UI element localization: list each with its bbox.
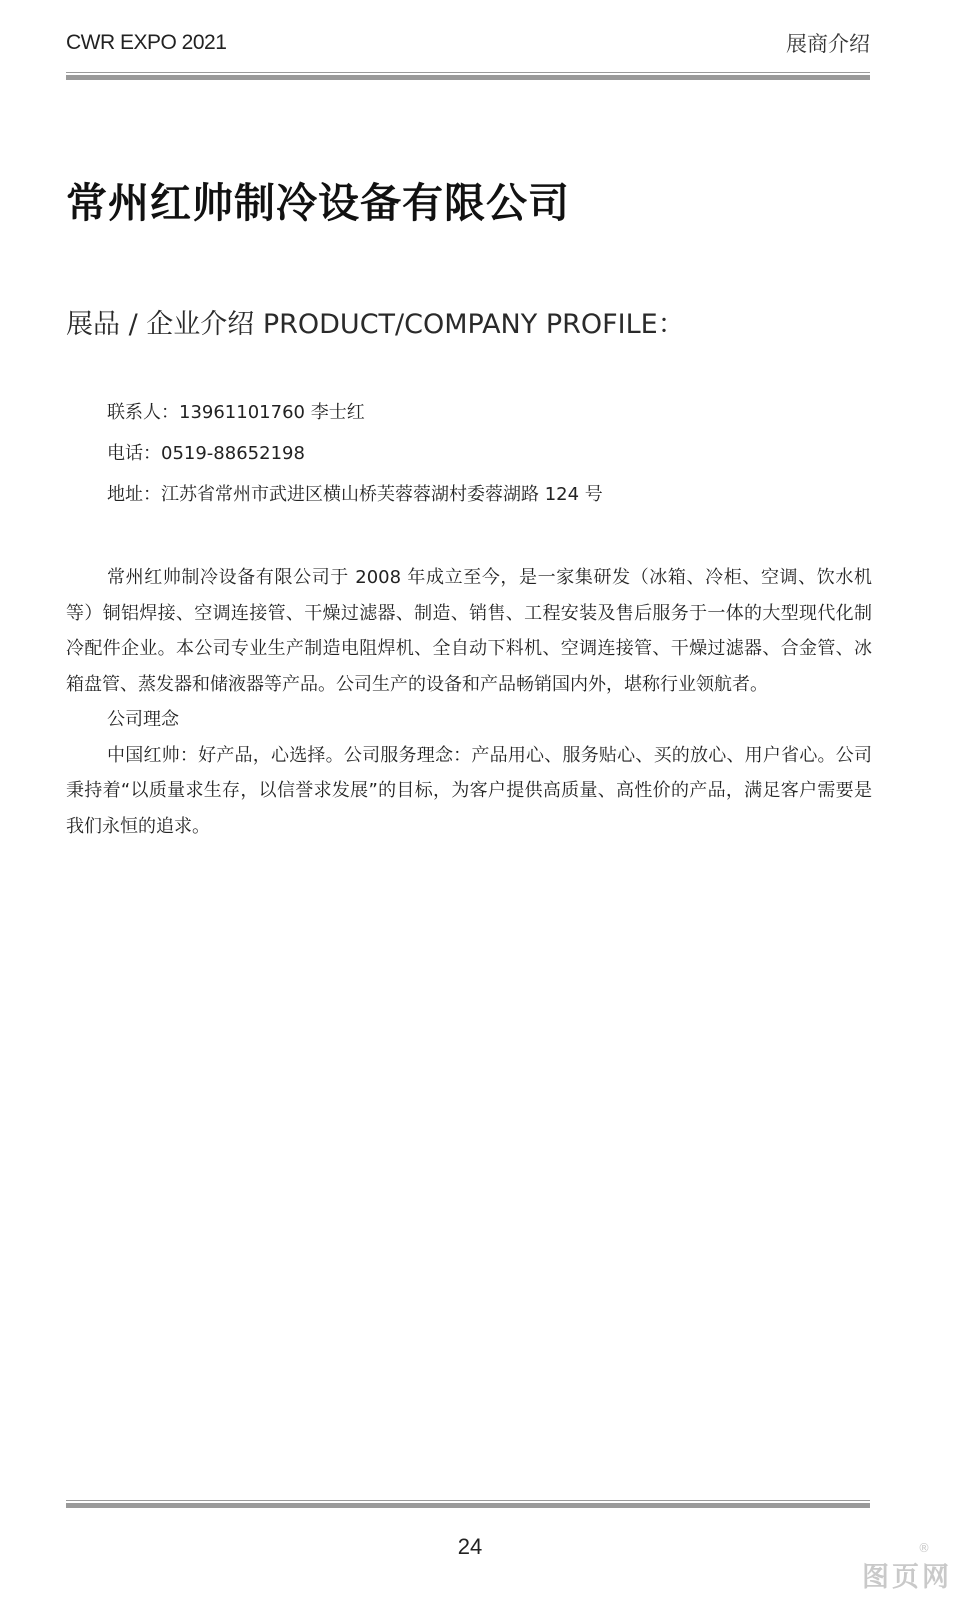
watermark-text: 图页网 xyxy=(862,1562,952,1593)
philosophy-heading: 公司理念 xyxy=(107,709,179,730)
registered-mark: ® xyxy=(918,1541,930,1555)
contact-person: 联系人：13961101760 李士红 xyxy=(107,402,365,423)
header-divider xyxy=(66,72,870,80)
company-title: 常州红帅制冷设备有限公司 xyxy=(66,179,570,227)
company-profile-text xyxy=(66,560,872,844)
section-heading: 展品 / 企业介绍 PRODUCT/COMPANY PROFILE： xyxy=(66,309,685,340)
expo-title: CWR EXPO 2021 xyxy=(66,31,227,54)
philosophy-paragraph: 中国红帅：好产品，心选择。公司服务理念：产品用心、服务贴心、买的放心、用户省心。公司秉持着“以质量求生存，以信誉求发展”的目标，为客户提供高质量、高性价的产品，满足客户需要是我们永恒的追求。 xyxy=(66,744,872,837)
footer-divider xyxy=(66,1500,870,1508)
contact-list xyxy=(107,398,603,521)
page-header xyxy=(66,26,870,60)
profile-paragraph: 常州红帅制冷设备有限公司于 2008 年成立至今，是一家集研发（冰箱、冷柜、空调、饮水机等）铜铝焊接、空调连接管、干燥过滤器、制造、销售、工程安装及售后服务于一体的大型现代化制冷配件企业。本公司专业生产制造电阻焊机、全自动下料机、空调连接管、干燥过滤器、合金管、冰箱盘管、蒸发器和储液器等产品。公司生产的设备和产品畅销国内外，堪称行业领航者。 xyxy=(66,567,872,695)
contact-address: 地址：江苏省常州市武进区横山桥芙蓉蓉湖村委蓉湖路 124 号 xyxy=(107,484,603,505)
page-number: 24 xyxy=(457,1534,483,1559)
watermark-logo xyxy=(862,1541,952,1594)
contact-phone: 电话：0519-88652198 xyxy=(107,443,305,464)
section-label: 展商介绍 xyxy=(786,32,870,56)
